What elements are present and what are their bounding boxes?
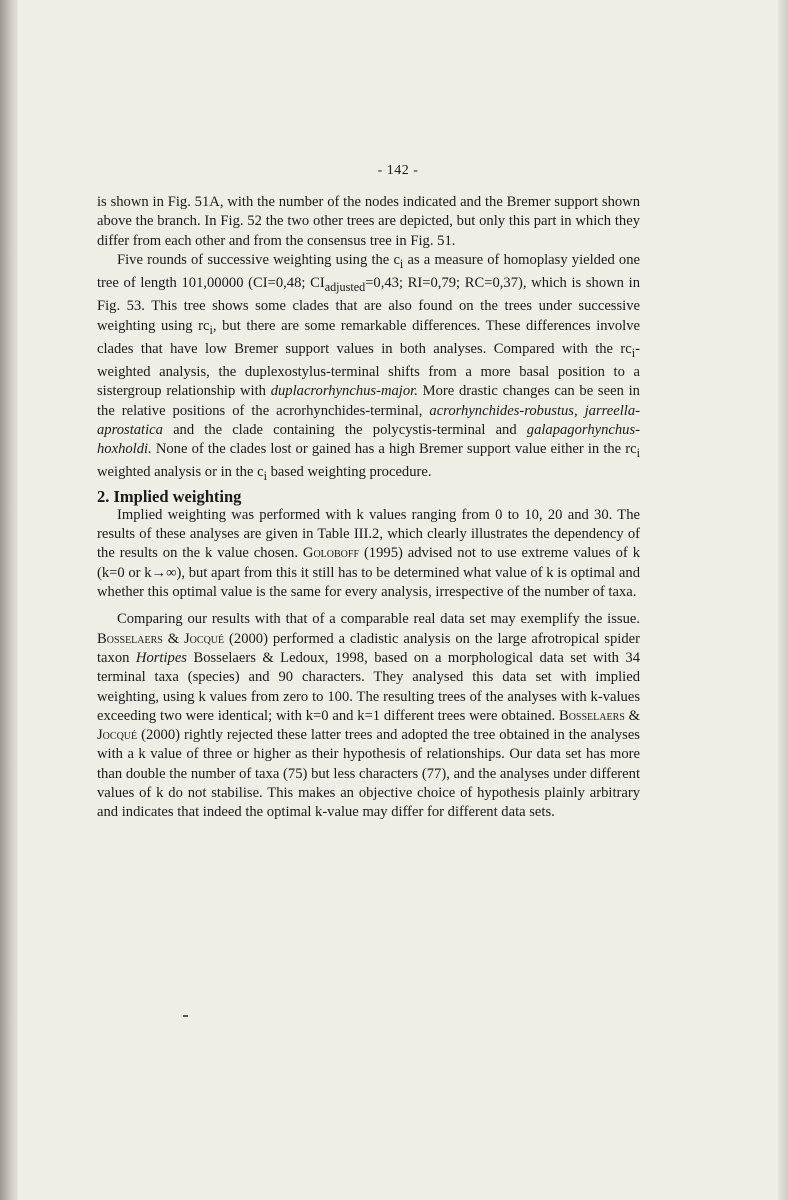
scan-edge-right <box>778 0 788 1200</box>
paragraph-4: Comparing our results with that of a comparable real data set may exemplify the issue. Bosselaers & Jocqué (2000) performed a cladistic analysis on the large afrotropical spider taxon Hortipes Bosselaers & Ledoux, 1998, based on a morphological data set with 34 terminal taxa (species) and 90 characters. They analysed this data set with implied weighting, using k values from zero to 100. The resulting trees of the analyses with k-values exceeding two were identical; with k=0 and k=1 different trees were obtained. Bosselaers & Jocqué (2000) rightly rejected these latter trees and adopted the tree obtained in the analyses with a k value of three or higher as their hypothesis of relationships. Our data set has more than double the number of taxa (75) but less characters (77), and the analyses under different values of k do not stabilise. This makes an objective choice of hypothesis plainly arbitrary and indicates that indeed the optimal k-value may differ for different data sets. <box>97 611 640 821</box>
paragraph-2: Five rounds of successive weighting using the $c_i$ as a measure of homoplasy yielded one tree of length 101,00000 (CI=0,48; $CI_{adjusted}=0,43$; RI=0,79; RC=0,37), which is shown in Fig. 53. This tree shows some clades that are also found on the trees under successive weighting using $rc_i$, but there are some remarkable differences. These differences involve clades that have low Bremer support values in both analyses. Compared with the $rc_i$-weighted analysis, the duplexostylus-terminal shifts from a more basal position to a sistergroup relationship with duplacrorhynchus-major. More drastic changes can be seen in the relative positions of the acrorhynchides-terminal, acrorhynchides-robustus, jarreella-aprostatica and the clade containing the polycystis-terminal and galapagorhynchus-hoxholdi. None of the clades lost or gained has a high Bremer support value either in the $rc_i$ weighted analysis or in the $c_i$ based weighting procedure. <box>97 251 640 484</box>
paragraph-1: is shown in Fig. 51A, with the number of the nodes indicated and the Bremer support shown above the branch. In Fig. 52 the two other trees are depicted, but only this part in which they differ from each other and from the consensus tree in Fig. 51. <box>97 194 640 249</box>
paragraph-3: Implied weighting was performed with k values ranging from 0 to 10, 20 and 30. The results of these analyses are given in Table III.2, which clearly illustrates the dependency of the results on the k value chosen. Goloboff (1995) advised not to use extreme values of k (k=0 or k→∞), but apart from this it still has to be determined what value of k is optimal and whether this optimal value is the same for every analysis, irrespective of the number of taxa. <box>97 506 641 601</box>
page-body <box>97 193 640 823</box>
scan-edge-left <box>0 0 18 1200</box>
stray-mark <box>183 1015 188 1017</box>
section-heading: 2. Implied weighting <box>97 486 242 506</box>
document-page <box>18 0 778 1200</box>
page-number: - 142 - <box>377 163 419 178</box>
